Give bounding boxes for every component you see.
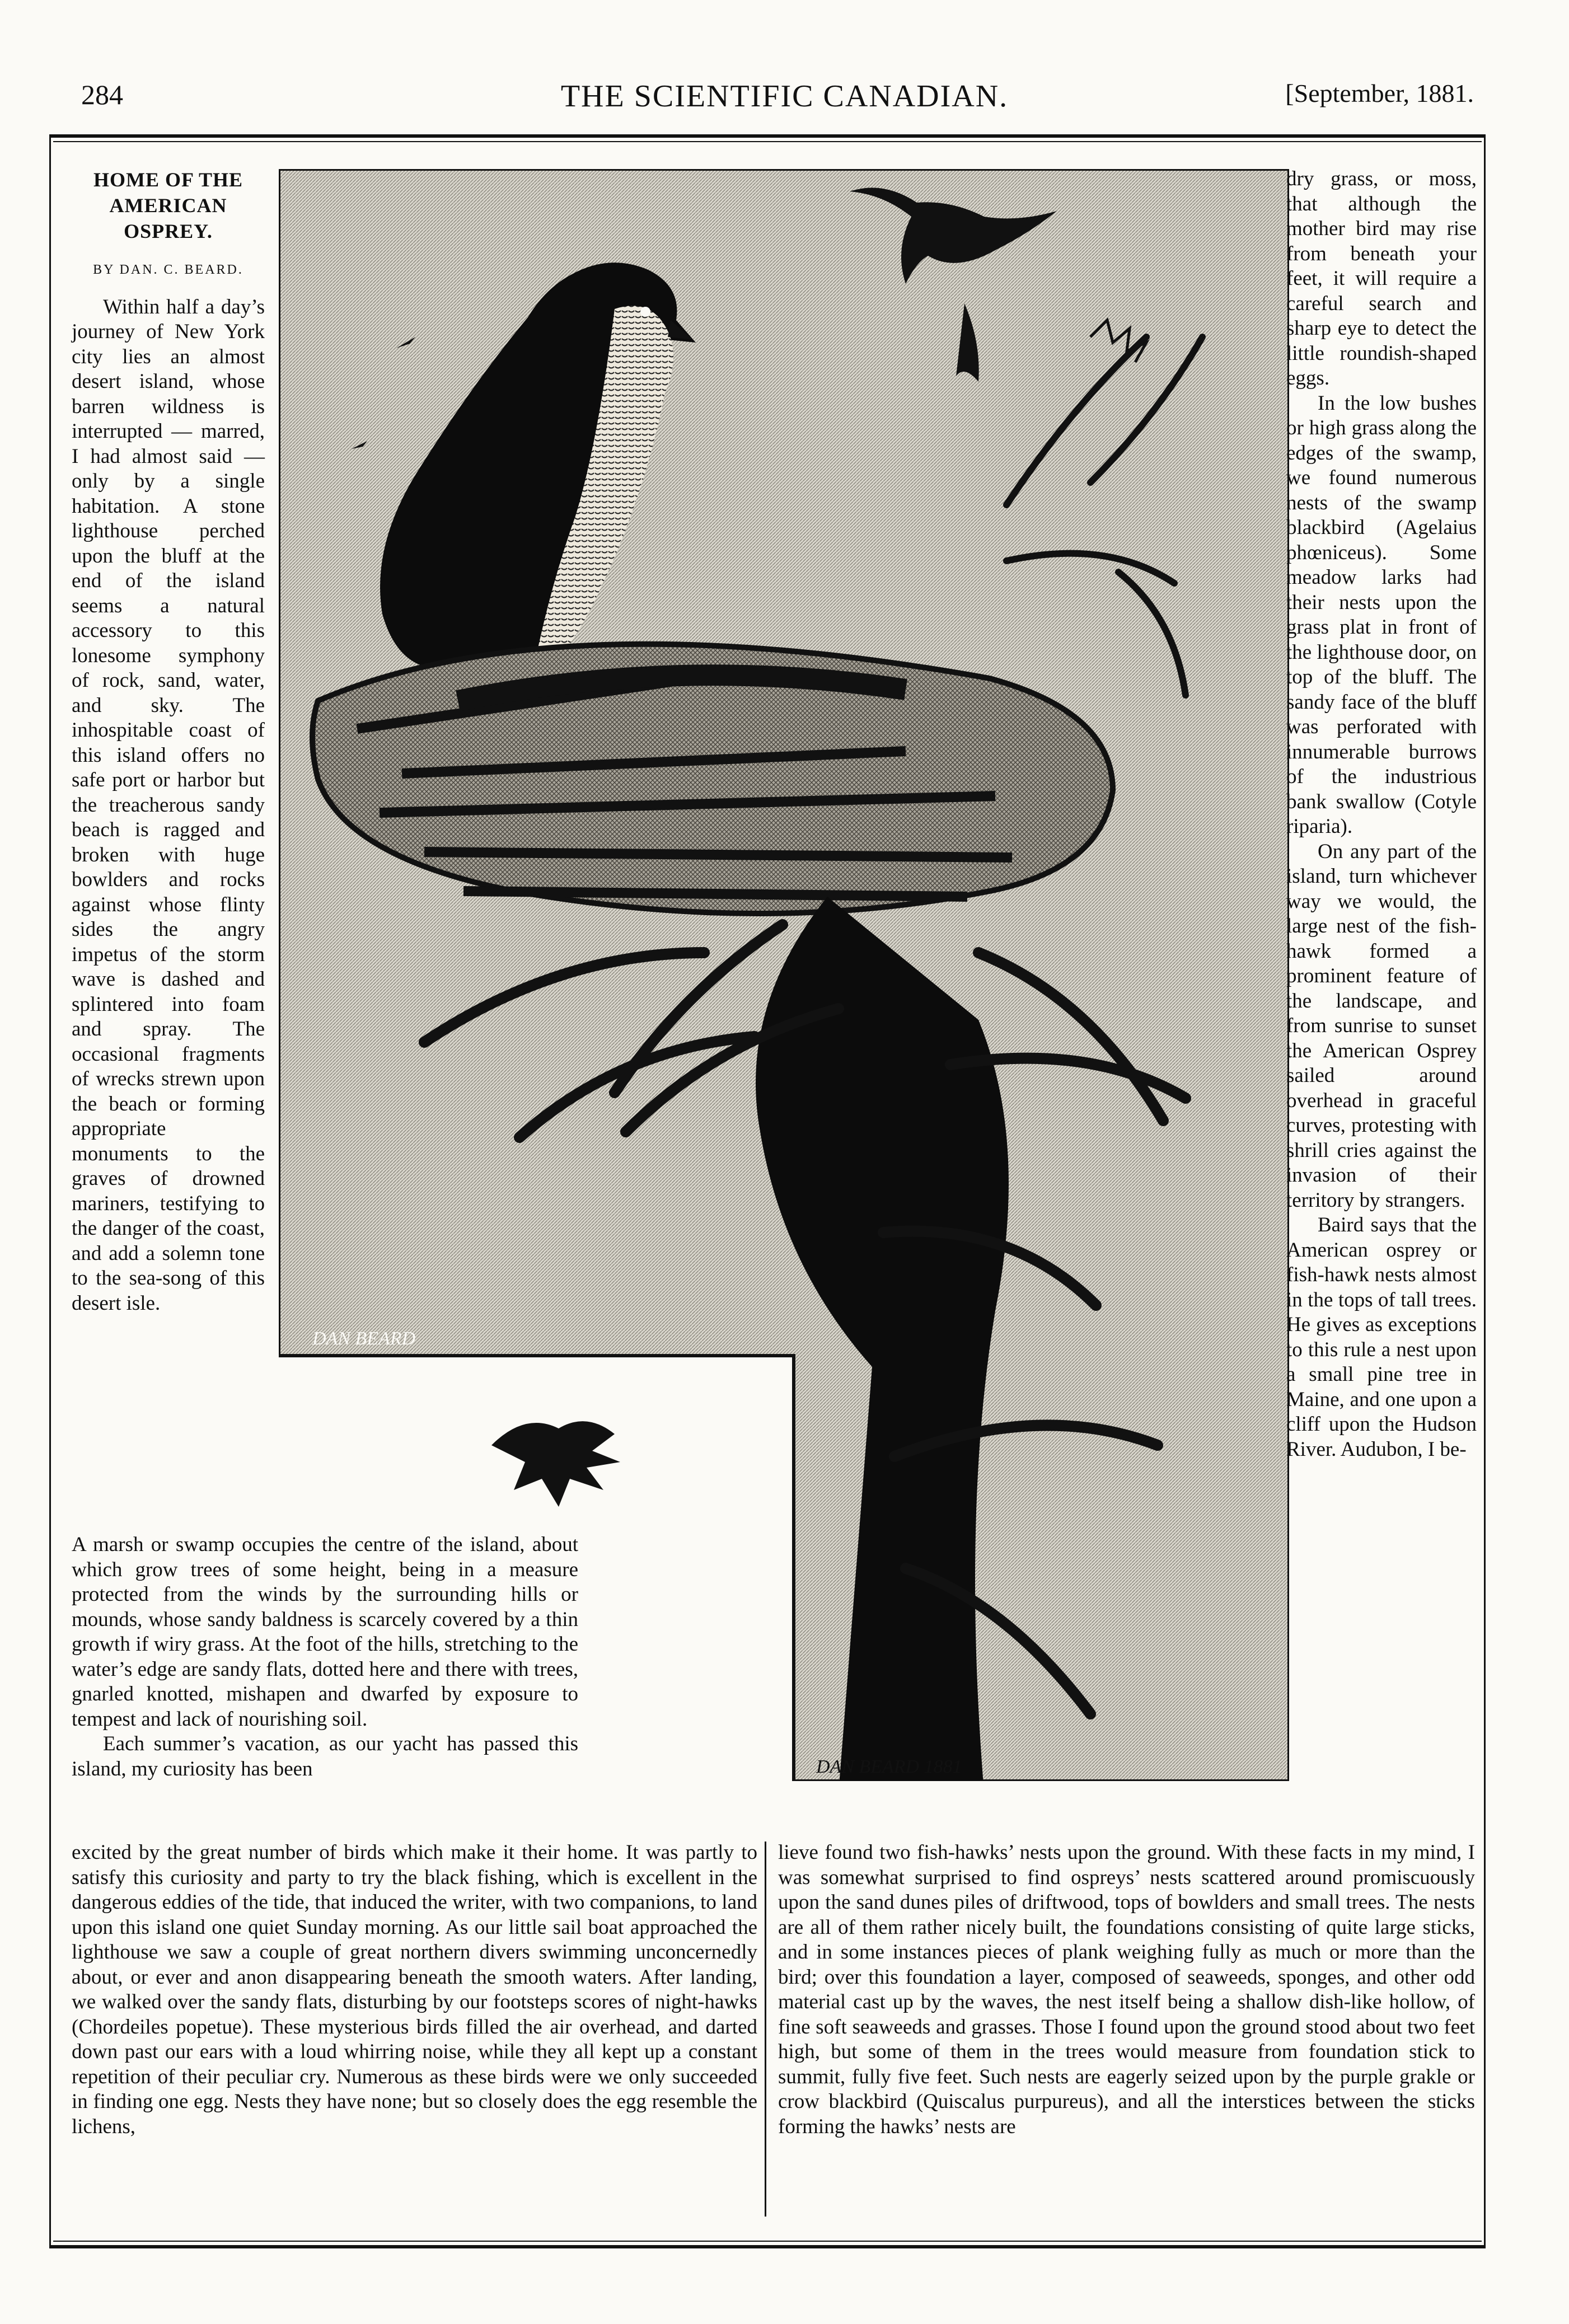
journal-title: THE SCIENTIFIC CANADIAN. [560,79,1009,114]
paragraph-marsh: A marsh or swamp occupies the centre of the island, about which grow trees of some height, being in a measure protected from the winds by the surrounding hills or mounds, whose sandy baldness is scarcely covered by a thin growth if wiry grass. At the foot of the hills, stretching to the water’s edge are sandy flats, dotted here and there with trees, gnarled knotted, mishapen and dwarfed by exposure to tempest and lack of nourishing soil. [72,1533,578,1731]
running-head [0,78,1569,123]
issue-date: [September, 1881. [1285,79,1474,107]
right-paragraph-3: On any part of the island, turn whichever way we would, the large nest of the fish-hawk formed a prominent feature of the landscape, and from sunrise to sunset the American Osprey sailed around overhead in graceful curves, protesting with shrill cries against the invasion of their territory by strangers. [1286,840,1477,1212]
bottom-right-column [778,1840,1475,2139]
right-paragraph-1: dry grass, or moss, that although the mother bird may rise from beneath your feet, it will require a careful search and sharp eye to detect the little roundish-shaped eggs. [1286,167,1477,390]
right-paragraph-2: In the low bushes or high grass along the edges of the swamp, we found numerous nests of the swamp blackbird (Agelaius phœniceus). Some meadow larks had their nests upon the grass plat in front of the lighthouse door, on top of the bluff. The sandy face of the bluff was perforated with innumerable burrows of the industrious bank swallow (Cotyle riparia). [1286,391,1477,838]
title-line-3: OSPREY. [124,220,213,242]
title-line-1: HOME OF THE [93,168,243,191]
right-paragraph-4: Baird says that the American osprey or fish-hawk nests almost in the tops of tall trees. He gives as exceptions to this rule a nest upon a small pine tree in Maine, and one upon a cliff upon the Hudson River. Audubon, I be- [1286,1213,1477,1461]
byline: BY DAN. C. BEARD. [93,263,243,277]
paragraph-vacation: Each summer’s vacation, as our yacht has passed this island, my curiosity has been [72,1732,578,1781]
left-column [72,167,265,1316]
signature-top: DAN BEARD [312,1328,416,1349]
signature-bottom: DAN BEARD 1881 [816,1756,962,1777]
right-column [1286,167,1477,1462]
title-line-2: AMERICAN [109,194,227,217]
bottom-left-column [72,1840,757,2139]
lower-left-block [72,1533,578,1782]
paragraph-intro: Within half a day’s journey of New York city lies an almost desert island, whose barren wildness is interrupted — marred, I had almost said — only by a single habitation. A stone lighthouse perched upon the bluff at the end of the island seems a natural accessory to this lonesome symphony of rock, sand, water, and sky. The inhospitable coast of this island offers no safe port or harbor but the treacherous sandy beach is ragged and broken with huge bowlders and rocks against whose flinty sides the angry impetus of the storm wave is dashed and splintered into foam and spray. The occasional fragments of wrecks strewn upon the beach or forming appropriate monuments to the graves of drowned mariners, testifying to the danger of the coast, and add a solemn tone to the sea-song of this desert isle. [72,295,265,1315]
article-title [72,167,265,244]
column-rule [765,1842,766,2217]
page-number: 284 [81,79,123,110]
paragraph-nests: lieve found two fish-hawks’ nests upon the ground. With these facts in my mind, I was somewhat surprised to find ospreys’ nests scattered around promiscuously upon the sand dunes piles of driftwood, tops of bowlders and small trees. The nests are all of them rather nicely built, the foundations consisting of quite large sticks, and in some instances pieces of plank weighing fully as much or more than the bird; over this foundation a layer, composed of seaweeds, sponges, and other odd material cast up by the waves, the nest itself being a shallow dish-like hollow, of fine soft seaweeds and grasses. Those I found upon the ground stood about two feet high, but some of them in the trees would measure from foundation stick to summit, fully five feet. Such nests are eagerly seized upon by the purple grakle or crow blackbird (Quiscalus purpureus), and all the interstices between the sticks forming the hawks’ nests are [778,1841,1475,2138]
paragraph-landing: excited by the great number of birds which make it their home. It was partly to satisfy this curiosity and party to try the black fishing, which is excellent in the dangerous eddies of the tide, that induced the writer, with two companions, to land upon this island one quiet Sunday morning. As our little sail boat approached the lighthouse we saw a couple of great northern divers swimming unconcernedly about, or ever and anon disappearing beneath the smooth waters. After landing, we walked over the sandy flats, disturbing by our footsteps scores of night-hawks (Chordeiles popetue). These mysterious birds filled the air overhead, and darted down past our ears with a loud whirring noise, while they all kept up a constant repetition of their peculiar cry. Numerous as these birds were we only succeeded in finding one egg. Nests they have none; but so closely does the egg resemble the lichens, [72,1841,757,2138]
